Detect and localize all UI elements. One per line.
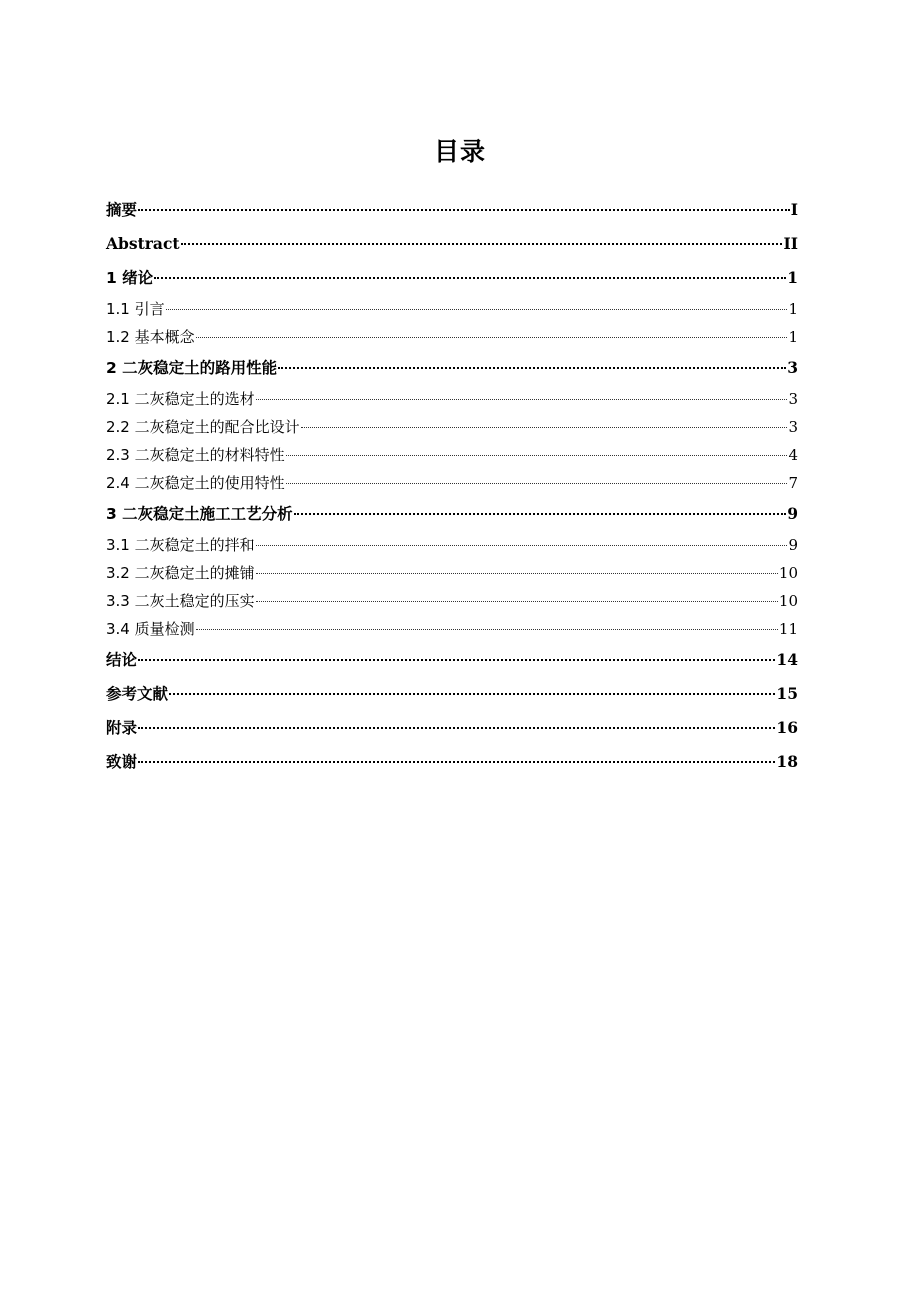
toc-entry-label: 附录: [106, 719, 138, 737]
dot-leader: [256, 393, 788, 400]
toc-entry-label: 3.2 二灰稳定土的摊铺: [106, 564, 255, 582]
dot-leader: [196, 623, 778, 630]
toc-entry-page: 10: [778, 564, 798, 582]
toc-entry-page: II: [783, 234, 798, 253]
toc-entry-section-1-2[interactable]: [106, 326, 798, 354]
toc-entry-acknowledgements[interactable]: [106, 748, 798, 782]
toc-entry-label: 3.4 质量检测: [106, 620, 195, 638]
toc-entry-page: I: [790, 200, 798, 219]
dot-leader: [256, 567, 778, 574]
toc-entry-chapter-2[interactable]: [106, 354, 798, 388]
toc-entry-section-2-4[interactable]: [106, 472, 798, 500]
toc-entry-label: 1 绪论: [106, 269, 154, 287]
toc-entry-section-3-1[interactable]: [106, 534, 798, 562]
toc-entry-chapter-3[interactable]: [106, 500, 798, 534]
toc-entry-page: 9: [787, 504, 798, 523]
dot-leader: [138, 653, 775, 661]
toc-entry-references[interactable]: [106, 680, 798, 714]
toc-entry-section-1-1[interactable]: [106, 298, 798, 326]
toc-entry-page: 10: [778, 592, 798, 610]
dot-leader: [154, 271, 786, 279]
dot-leader: [181, 237, 783, 245]
toc-entry-appendix[interactable]: [106, 714, 798, 748]
dot-leader: [138, 721, 775, 729]
toc-entry-page: 11: [778, 620, 798, 638]
dot-leader: [138, 203, 790, 211]
dot-leader: [278, 361, 786, 369]
toc-entry-label: 3.1 二灰稳定土的拌和: [106, 536, 255, 554]
toc-entry-page: 3: [788, 418, 798, 436]
toc-entry-abstract-en[interactable]: [106, 230, 798, 264]
dot-leader: [286, 477, 788, 484]
toc-entry-label: Abstract: [106, 234, 180, 253]
toc-entry-section-3-4[interactable]: [106, 618, 798, 646]
toc-entry-label: 2 二灰稳定土的路用性能: [106, 359, 278, 377]
toc-entry-label: 1.2 基本概念: [106, 328, 195, 346]
toc-entry-section-3-3[interactable]: [106, 590, 798, 618]
dot-leader: [286, 449, 788, 456]
toc-entry-label: 结论: [106, 651, 138, 669]
toc-entry-conclusion[interactable]: [106, 646, 798, 680]
toc-entry-label: 3.3 二灰土稳定的压实: [106, 592, 255, 610]
toc-entry-label: 1.1 引言: [106, 300, 165, 318]
toc-entry-page: 18: [776, 752, 798, 771]
dot-leader: [256, 595, 778, 602]
toc-entry-page: 4: [788, 446, 798, 464]
toc-entry-label: 2.2 二灰稳定土的配合比设计: [106, 418, 300, 436]
toc-entry-label: 3 二灰稳定土施工工艺分析: [106, 505, 293, 523]
toc-entry-label: 参考文献: [106, 685, 169, 703]
toc-entry-page: 1: [788, 328, 798, 346]
dot-leader: [166, 303, 788, 310]
toc-entry-section-2-3[interactable]: [106, 444, 798, 472]
dot-leader: [256, 539, 788, 546]
toc-entry-page: 7: [788, 474, 798, 492]
toc-entry-label: 摘要: [106, 201, 138, 219]
toc-entry-label: 致谢: [106, 753, 138, 771]
toc-entry-section-3-2[interactable]: [106, 562, 798, 590]
toc-entry-page: 3: [788, 390, 798, 408]
toc-entry-abstract-cn[interactable]: [106, 196, 798, 230]
toc-entry-section-2-1[interactable]: [106, 388, 798, 416]
toc-entry-page: 1: [787, 268, 798, 287]
toc-entry-section-2-2[interactable]: [106, 416, 798, 444]
toc-entry-page: 9: [788, 536, 798, 554]
toc-entry-label: 2.1 二灰稳定土的选材: [106, 390, 255, 408]
toc-entry-page: 3: [787, 358, 798, 377]
dot-leader: [301, 421, 788, 428]
table-of-contents: [106, 196, 798, 782]
dot-leader: [169, 687, 775, 695]
toc-entry-page: 1: [788, 300, 798, 318]
toc-entry-page: 15: [776, 684, 798, 703]
dot-leader: [294, 507, 787, 515]
toc-entry-page: 14: [776, 650, 798, 669]
page-title: 目录: [433, 137, 486, 166]
toc-entry-page: 16: [776, 718, 798, 737]
dot-leader: [196, 331, 788, 338]
toc-entry-chapter-1[interactable]: [106, 264, 798, 298]
toc-entry-label: 2.4 二灰稳定土的使用特性: [106, 474, 285, 492]
toc-entry-label: 2.3 二灰稳定土的材料特性: [106, 446, 285, 464]
dot-leader: [138, 755, 775, 763]
